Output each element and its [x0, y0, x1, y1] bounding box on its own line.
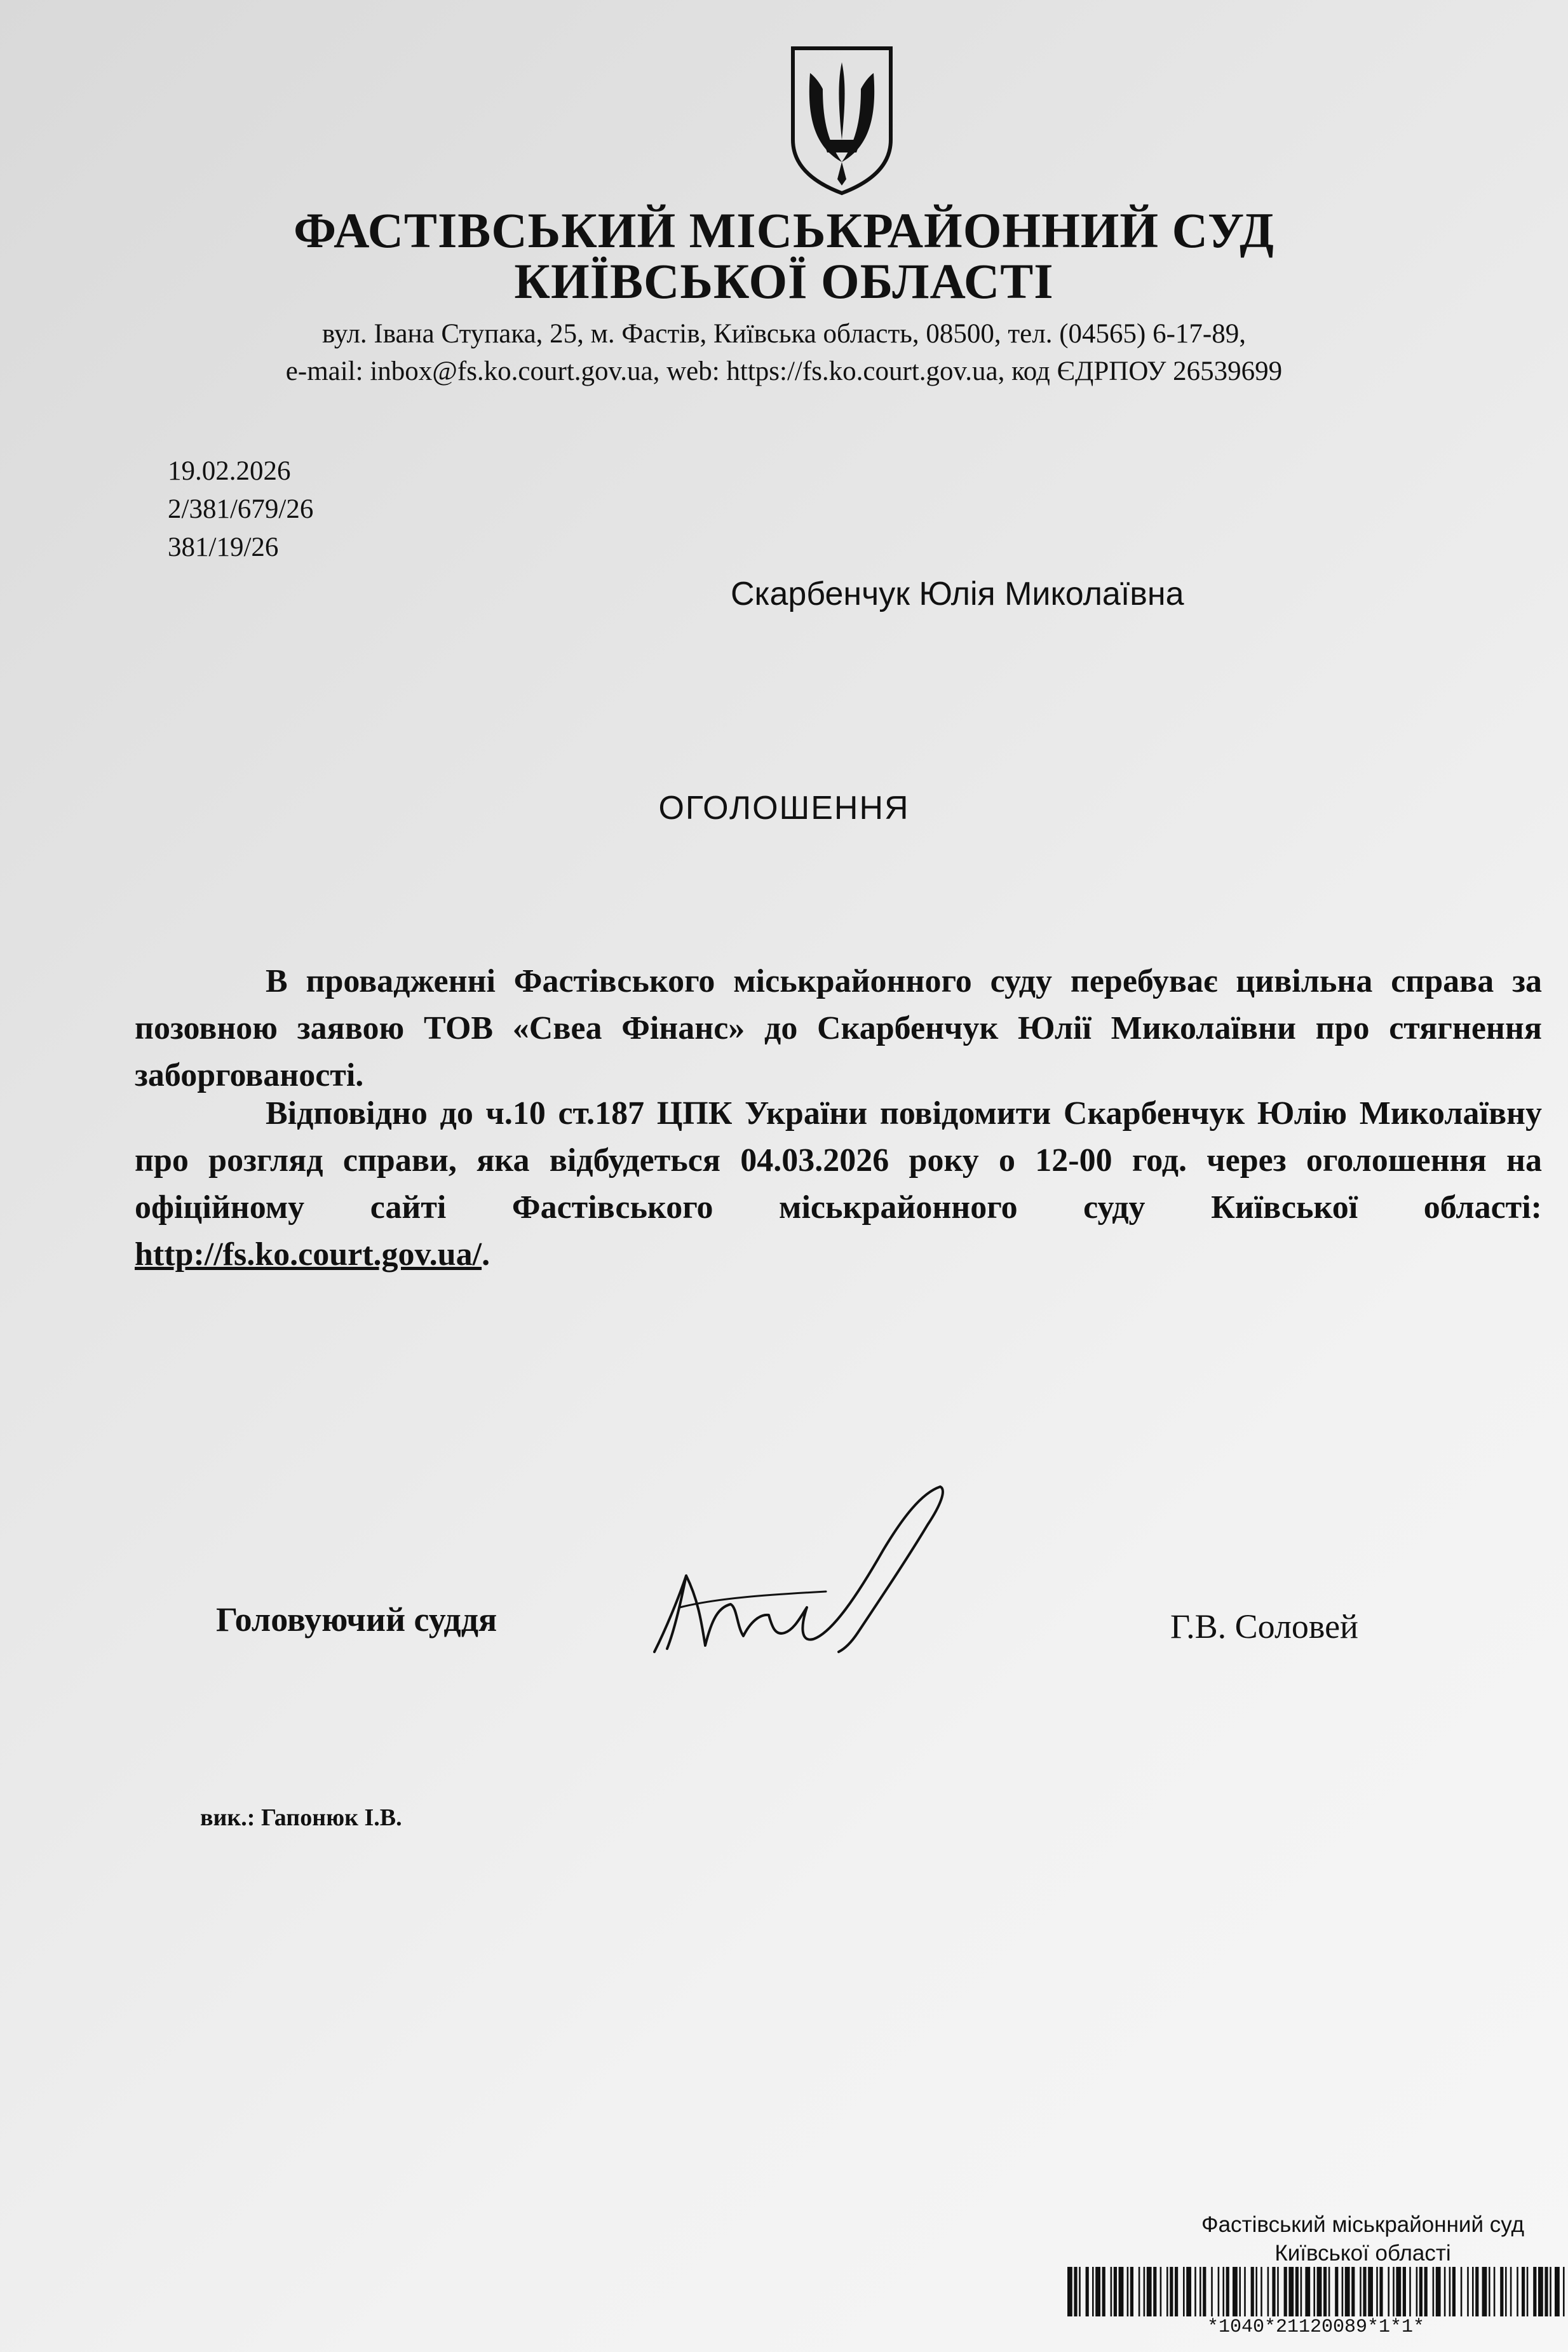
- barcode-bar: [1419, 2267, 1423, 2316]
- barcode-bar: [1452, 2267, 1456, 2316]
- handwritten-signature: [642, 1480, 972, 1671]
- document-title: ОГОЛОШЕННЯ: [658, 790, 910, 827]
- barcode-bar: [1313, 2267, 1315, 2316]
- barcode-bar: [1505, 2267, 1507, 2316]
- barcode-bar: [1160, 2267, 1162, 2316]
- barcode-bar: [1409, 2267, 1411, 2316]
- barcode-bar: [1424, 2267, 1428, 2316]
- barcode-bar: [1363, 2267, 1366, 2316]
- barcode-bar: [1239, 2267, 1241, 2316]
- barcode-bar: [1200, 2267, 1201, 2316]
- stamp-court-name: Фастівський міськрайонний суд: [1201, 2212, 1525, 2237]
- reference-number: 2/381/679/26: [168, 494, 314, 524]
- barcode-bar: [1147, 2267, 1152, 2316]
- recipient-name: Скарбенчук Юлія Миколаївна: [731, 576, 1184, 612]
- barcode-bar: [1175, 2267, 1178, 2316]
- barcode-bar: [1211, 2267, 1213, 2316]
- barcode-bar: [1074, 2267, 1077, 2316]
- barcode-bar: [1102, 2267, 1105, 2316]
- barcode-bar: [1284, 2267, 1287, 2316]
- barcode-bar: [1403, 2267, 1406, 2316]
- barcode-bar: [1475, 2267, 1478, 2316]
- barcode-bar: [1222, 2267, 1224, 2316]
- barcode-bar: [1203, 2267, 1206, 2316]
- barcode-bar: [1255, 2267, 1257, 2316]
- barcode-bar: [1416, 2267, 1418, 2316]
- barcode-bar: [1317, 2267, 1322, 2316]
- barcode-bar: [1251, 2267, 1254, 2316]
- barcode-bar: [1226, 2267, 1229, 2316]
- barcode-bar: [1218, 2267, 1220, 2316]
- barcode-bar: [1461, 2267, 1463, 2316]
- barcode-bar: [1555, 2267, 1560, 2316]
- barcode-bar: [1194, 2267, 1196, 2316]
- barcode-bar: [1538, 2267, 1543, 2316]
- judge-role: Головуючий суддя: [216, 1600, 497, 1639]
- barcode-bar: [1494, 2267, 1496, 2316]
- court-name-line1: ФАСТІВСЬКИЙ МІСЬКРАЙОННИЙ СУД: [294, 203, 1274, 258]
- paragraph-2-text: Відповідно до ч.10 ст.187 ЦПК України повідомити Скарбенчук Юлію Миколаївну про розгляд справи, яка відбудеться 04.03.2026 року о 12-00 год. через оголошення на офіційному сайті Фастівського міськрайонного суду Київської області:: [135, 1095, 1542, 1226]
- barcode-bar: [1527, 2267, 1529, 2316]
- stamp-region: Київської області: [1274, 2241, 1451, 2266]
- barcode-bar: [1086, 2267, 1089, 2316]
- barcode-bar: [1449, 2267, 1451, 2316]
- barcode-bar: [1166, 2267, 1168, 2316]
- barcode-bar: [1139, 2267, 1140, 2316]
- document-date: 19.02.2026: [168, 456, 291, 486]
- barcode-bar: [1368, 2267, 1373, 2316]
- paragraph-1-text: В провадженні Фастівського міськрайонного суду перебуває цивільна справа за позовною заявою ТОВ «Свеа Фінанс» до Скарбенчук Юлії Миколаївни про стягнення заборгованості.: [135, 963, 1542, 1093]
- barcode-bar: [1301, 2267, 1302, 2316]
- barcode-bar: [1533, 2267, 1536, 2316]
- trident-emblem-icon: [788, 44, 896, 197]
- barcode-bar: [1267, 2267, 1269, 2316]
- barcode-bar: [1489, 2267, 1490, 2316]
- barcode-bar: [1233, 2267, 1238, 2316]
- barcode-bar: [1500, 2267, 1503, 2316]
- paragraph-2-end: .: [482, 1236, 490, 1273]
- barcode-bar: [1351, 2267, 1355, 2316]
- barcode-bar: [1183, 2267, 1185, 2316]
- barcode-bar: [1130, 2267, 1133, 2316]
- barcode-bar: [1393, 2267, 1395, 2316]
- judge-name: Г.В. Соловей: [1170, 1607, 1358, 1646]
- barcode-bar: [1153, 2267, 1156, 2316]
- barcode-bar: [1119, 2267, 1124, 2316]
- barcode-bar: [1335, 2267, 1338, 2316]
- barcode-bar: [1510, 2267, 1512, 2316]
- barcode-bar: [1277, 2267, 1279, 2316]
- paragraph-2-content: [135, 1090, 1542, 1278]
- barcode-bar: [1092, 2267, 1094, 2316]
- body-paragraph-1: [135, 958, 1542, 1099]
- barcode-bar: [1114, 2267, 1117, 2316]
- barcode-bar: [1342, 2267, 1344, 2316]
- executor-name: вик.: Гапонюк І.В.: [200, 1804, 402, 1831]
- barcode-bar: [1067, 2267, 1072, 2316]
- barcode-bar: [1295, 2267, 1299, 2316]
- body-paragraph-2: [135, 1090, 1542, 1278]
- barcode-bar: [1467, 2267, 1469, 2316]
- court-contacts: e-mail: inbox@fs.ko.court.gov.ua, web: https://fs.ko.court.gov.ua, код ЄДРПОУ 26539699: [285, 356, 1283, 386]
- barcode-bar: [1436, 2267, 1441, 2316]
- barcode-bar: [1305, 2267, 1310, 2316]
- barcode-bar: [1260, 2267, 1262, 2316]
- barcode-bar: [1388, 2267, 1389, 2316]
- barcode-bar: [1288, 2267, 1294, 2316]
- barcode-bar: [1444, 2267, 1446, 2316]
- barcode-bar: [1170, 2267, 1173, 2316]
- barcode-bar: [1328, 2267, 1330, 2316]
- barcode-bar: [1472, 2267, 1474, 2316]
- barcode-bar: [1517, 2267, 1518, 2316]
- barcode-bar: [1482, 2267, 1487, 2316]
- barcode-bar: [1550, 2267, 1551, 2316]
- barcode-bar: [1522, 2267, 1525, 2316]
- barcode-bar: [1376, 2267, 1378, 2316]
- barcode-bar: [1127, 2267, 1129, 2316]
- barcode-bar: [1272, 2267, 1275, 2316]
- barcode-bar: [1144, 2267, 1146, 2316]
- barcode: [1065, 2267, 1568, 2316]
- barcode-bar: [1323, 2267, 1327, 2316]
- barcode-bar: [1186, 2267, 1191, 2316]
- barcode-bar: [1079, 2267, 1081, 2316]
- barcode-bar: [1111, 2267, 1112, 2316]
- court-address: вул. Івана Ступака, 25, м. Фастів, Київська область, 08500, тел. (04565) 6-17-89,: [322, 319, 1246, 349]
- barcode-number: *1040*21120089*1*1*: [1206, 2316, 1425, 2338]
- barcode-bar: [1095, 2267, 1100, 2316]
- barcode-bar: [1544, 2267, 1548, 2316]
- court-name-line2: КИЇВСЬКОЇ ОБЛАСТІ: [514, 253, 1054, 309]
- barcode-bar: [1244, 2267, 1246, 2316]
- barcode-bar: [1396, 2267, 1401, 2316]
- barcode-bar: [1360, 2267, 1362, 2316]
- barcode-bar: [1379, 2267, 1382, 2316]
- court-website-link[interactable]: http://fs.ko.court.gov.ua/: [135, 1236, 482, 1273]
- barcode-bar: [1433, 2267, 1435, 2316]
- case-number: 381/19/26: [168, 532, 279, 562]
- barcode-bar: [1563, 2267, 1565, 2316]
- barcode-bar: [1345, 2267, 1350, 2316]
